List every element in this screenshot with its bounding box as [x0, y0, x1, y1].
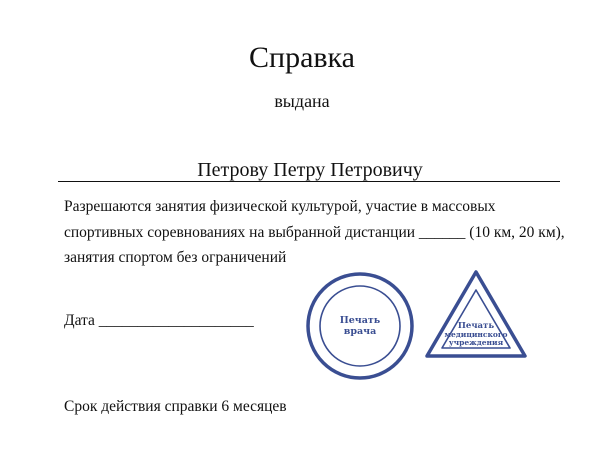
date-field: Дата ____________________ [64, 312, 254, 329]
doctor-stamp-label-2: врача [343, 326, 377, 337]
doctor-stamp-icon [304, 270, 416, 382]
clinic-stamp-label-1: Печать [457, 321, 495, 331]
document-subtitle: выдана [274, 91, 330, 111]
doctor-stamp-label-1: Печать [339, 315, 381, 326]
recipient-underline [58, 181, 560, 182]
permission-text-line-2: спортивных соревнованиях на выбранной дистанции ______ (10 км, 20 км), [64, 224, 565, 241]
clinic-stamp-icon [422, 266, 530, 378]
recipient-name: Петрову Петру Петровичу [197, 159, 423, 181]
document-title: Справка [249, 41, 355, 74]
permission-text-line-3: занятия спортом без ограничений [64, 249, 287, 266]
clinic-stamp-label-3: учреждения [448, 338, 504, 347]
permission-text-line-1: Разрешаются занятия физической культурой, участие в массовых [64, 198, 496, 215]
validity-text: Срок действия справки 6 месяцев [64, 398, 287, 415]
clinic-stamp-label-2: медицинского [444, 330, 508, 339]
